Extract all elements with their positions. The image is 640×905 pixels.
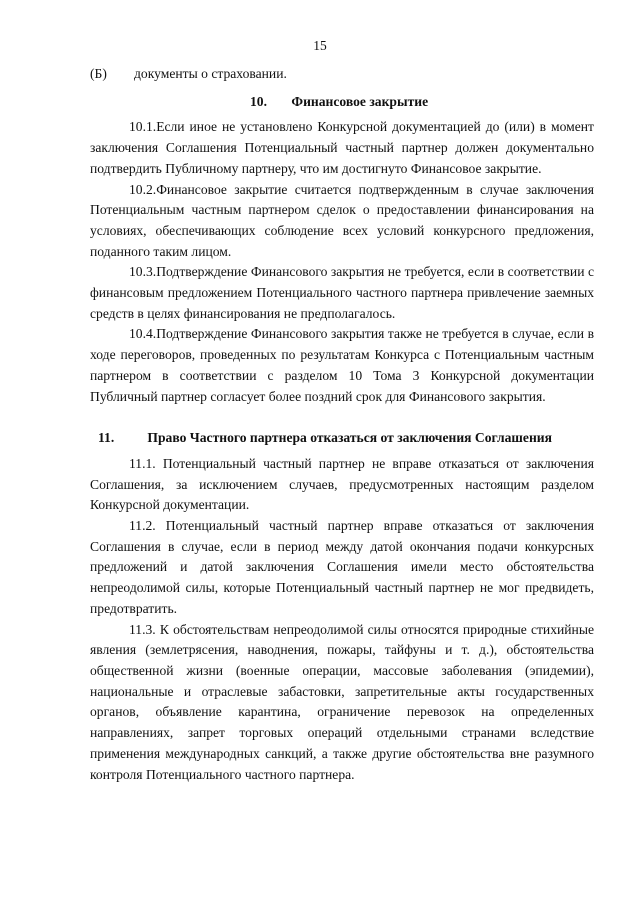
- paragraph-11-3: 11.3. К обстоятельствам непреодолимой силы относятся природные стихийные явления (землетрясения, наводнения, пожары, тайфуны и т. д.), обстоятельства общественной жизни (военные операции, массовые заболевания (эпидемии), национальные и отраслевые забастовки, запретительные акты государственных органов, объявление карантина, ограничение перевозок на определенных направлениях, запрет торговых операций отдельными странами вследствие применения международных санкций, а также другие обстоятельства вне разумного контроля Потенциального частного партнера.: [90, 621, 594, 782]
- section-10-title: Финансовое закрытие: [291, 93, 429, 109]
- page-number: 15: [313, 38, 327, 53]
- paragraph-11-1: 11.1. Потенциальный частный партнер не вправе отказаться от заключения Соглашения, за исключением случаев, предусмотренных настоящим разделом Конкурсной документации.: [90, 455, 594, 513]
- paragraph-10-1: 10.1.Если иное не установлено Конкурсной документацией до (или) в момент заключения Соглашения Потенциальный частный партнер должен документально подтвердить Публичному партнеру, что им достигнуто Финансовое закрытие.: [90, 119, 594, 176]
- section-11-number: 11.: [98, 430, 115, 446]
- list-item-b: [90, 64, 594, 85]
- section-11-title: Право Частного партнера отказаться от заключения Соглашения: [147, 430, 552, 446]
- list-marker: (Б): [90, 66, 107, 81]
- paragraph-10-3: 10.3.Подтверждение Финансового закрытия не требуется, если в соответствии с финансовым предложением Потенциального частного партнера привлечение заемных средств в целях финансирования не предполагалось.: [90, 264, 594, 321]
- paragraph-10-4: 10.4.Подтверждение Финансового закрытия также не требуется в случае, если в ходе переговоров, проведенных по результатам Конкурса с Потенциальным частным партнером в соответствии с разделом 10 Тома 3 Конкурсной документации Публичный партнер согласует более поздний срок для Финансового закрытия.: [90, 326, 594, 404]
- paragraph-11-2: 11.2. Потенциальный частный партнер вправе отказаться от заключения Соглашения в случае, если в период между датой окончания подачи конкурсных предложений и датой заключения Соглашения имели место обстоятельства непреодолимой силы, которые Потенциальный частный партнер не мог предвидеть, предотвратить.: [90, 518, 594, 616]
- section-10-heading: [90, 92, 594, 113]
- list-item-text: документы о страховании.: [134, 66, 287, 81]
- document-body: [90, 62, 594, 785]
- section-10-number: 10.: [250, 93, 267, 109]
- paragraph-10-2: 10.2.Финансовое закрытие считается подтвержденным в случае заключения Потенциальным частным партнером сделок о предоставлении финансирования на условиях, обеспечивающих соблюдение всех условий конкурсного предложения, поданного таким лицом.: [90, 181, 594, 259]
- section-11-heading: [90, 428, 594, 449]
